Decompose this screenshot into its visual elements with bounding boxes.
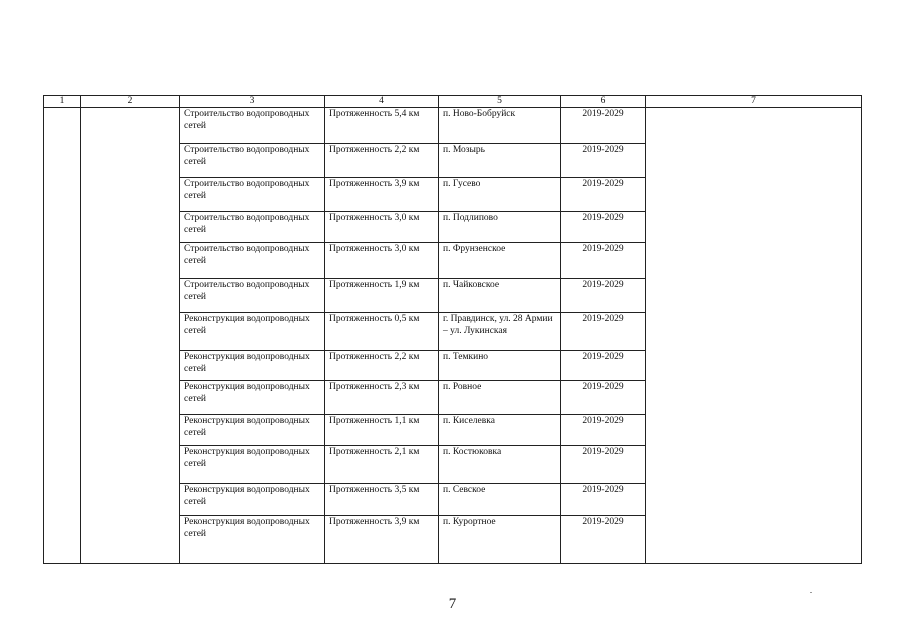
location-cell: п. Курортное [439,516,561,564]
column-1-cell [44,108,81,564]
header-cell-6: 6 [561,96,646,108]
work-type-cell: Реконструкция водопроводных сетей [180,381,325,415]
length-cell: Протяженность 2,1 км [325,446,439,484]
work-type-cell: Строительство водопроводных сетей [180,108,325,144]
length-cell: Протяженность 3,0 км [325,212,439,243]
location-cell: п. Фрунзенское [439,243,561,279]
location-cell: п. Чайковское [439,279,561,313]
length-cell: Протяженность 5,4 км [325,108,439,144]
location-cell: г. Правдинск, ул. 28 Армии – ул. Лукинская [439,313,561,351]
work-type-cell: Реконструкция водопроводных сетей [180,516,325,564]
header-cell-4: 4 [325,96,439,108]
location-cell: п. Подлипово [439,212,561,243]
location-cell: п. Ново-Бобруйск [439,108,561,144]
header-cell-5: 5 [439,96,561,108]
column-2-cell [81,108,180,564]
location-cell: п. Костюковка [439,446,561,484]
page-number: 7 [448,596,457,612]
work-type-cell: Строительство водопроводных сетей [180,212,325,243]
period-cell: 2019-2029 [561,415,646,446]
length-cell: Протяженность 3,9 км [325,516,439,564]
work-type-cell: Строительство водопроводных сетей [180,178,325,212]
works-table [43,95,862,564]
work-type-cell: Реконструкция водопроводных сетей [180,351,325,381]
location-cell: п. Киселевка [439,415,561,446]
length-cell: Протяженность 2,2 км [325,144,439,178]
location-cell: п. Ровное [439,381,561,415]
location-cell: п. Гусево [439,178,561,212]
length-cell: Протяженность 3,0 км [325,243,439,279]
period-cell: 2019-2029 [561,178,646,212]
work-type-cell: Реконструкция водопроводных сетей [180,313,325,351]
header-row [44,96,862,108]
location-cell: п. Мозырь [439,144,561,178]
location-cell: п. Севское [439,484,561,516]
header-cell-7: 7 [646,96,862,108]
work-type-cell: Строительство водопроводных сетей [180,279,325,313]
length-cell: Протяженность 3,5 км [325,484,439,516]
period-cell: 2019-2029 [561,381,646,415]
header-cell-3: 3 [180,96,325,108]
table-row [44,108,862,144]
header-cell-1: 1 [44,96,81,108]
period-cell: 2019-2029 [561,108,646,144]
period-cell: 2019-2029 [561,446,646,484]
period-cell: 2019-2029 [561,279,646,313]
work-type-cell: Реконструкция водопроводных сетей [180,415,325,446]
length-cell: Протяженность 0,5 км [325,313,439,351]
work-type-cell: Реконструкция водопроводных сетей [180,446,325,484]
length-cell: Протяженность 1,1 км [325,415,439,446]
length-cell: Протяженность 2,3 км [325,381,439,415]
work-type-cell: Реконструкция водопроводных сетей [180,484,325,516]
header-cell-2: 2 [81,96,180,108]
period-cell: 2019-2029 [561,243,646,279]
length-cell: Протяженность 3,9 км [325,178,439,212]
length-cell: Протяженность 1,9 км [325,279,439,313]
column-7-cell [646,108,862,564]
work-type-cell: Строительство водопроводных сетей [180,243,325,279]
period-cell: 2019-2029 [561,313,646,351]
period-cell: 2019-2029 [561,212,646,243]
scan-speck [810,592,812,593]
period-cell: 2019-2029 [561,351,646,381]
period-cell: 2019-2029 [561,484,646,516]
period-cell: 2019-2029 [561,516,646,564]
length-cell: Протяженность 2,2 км [325,351,439,381]
period-cell: 2019-2029 [561,144,646,178]
location-cell: п. Темкино [439,351,561,381]
work-type-cell: Строительство водопроводных сетей [180,144,325,178]
